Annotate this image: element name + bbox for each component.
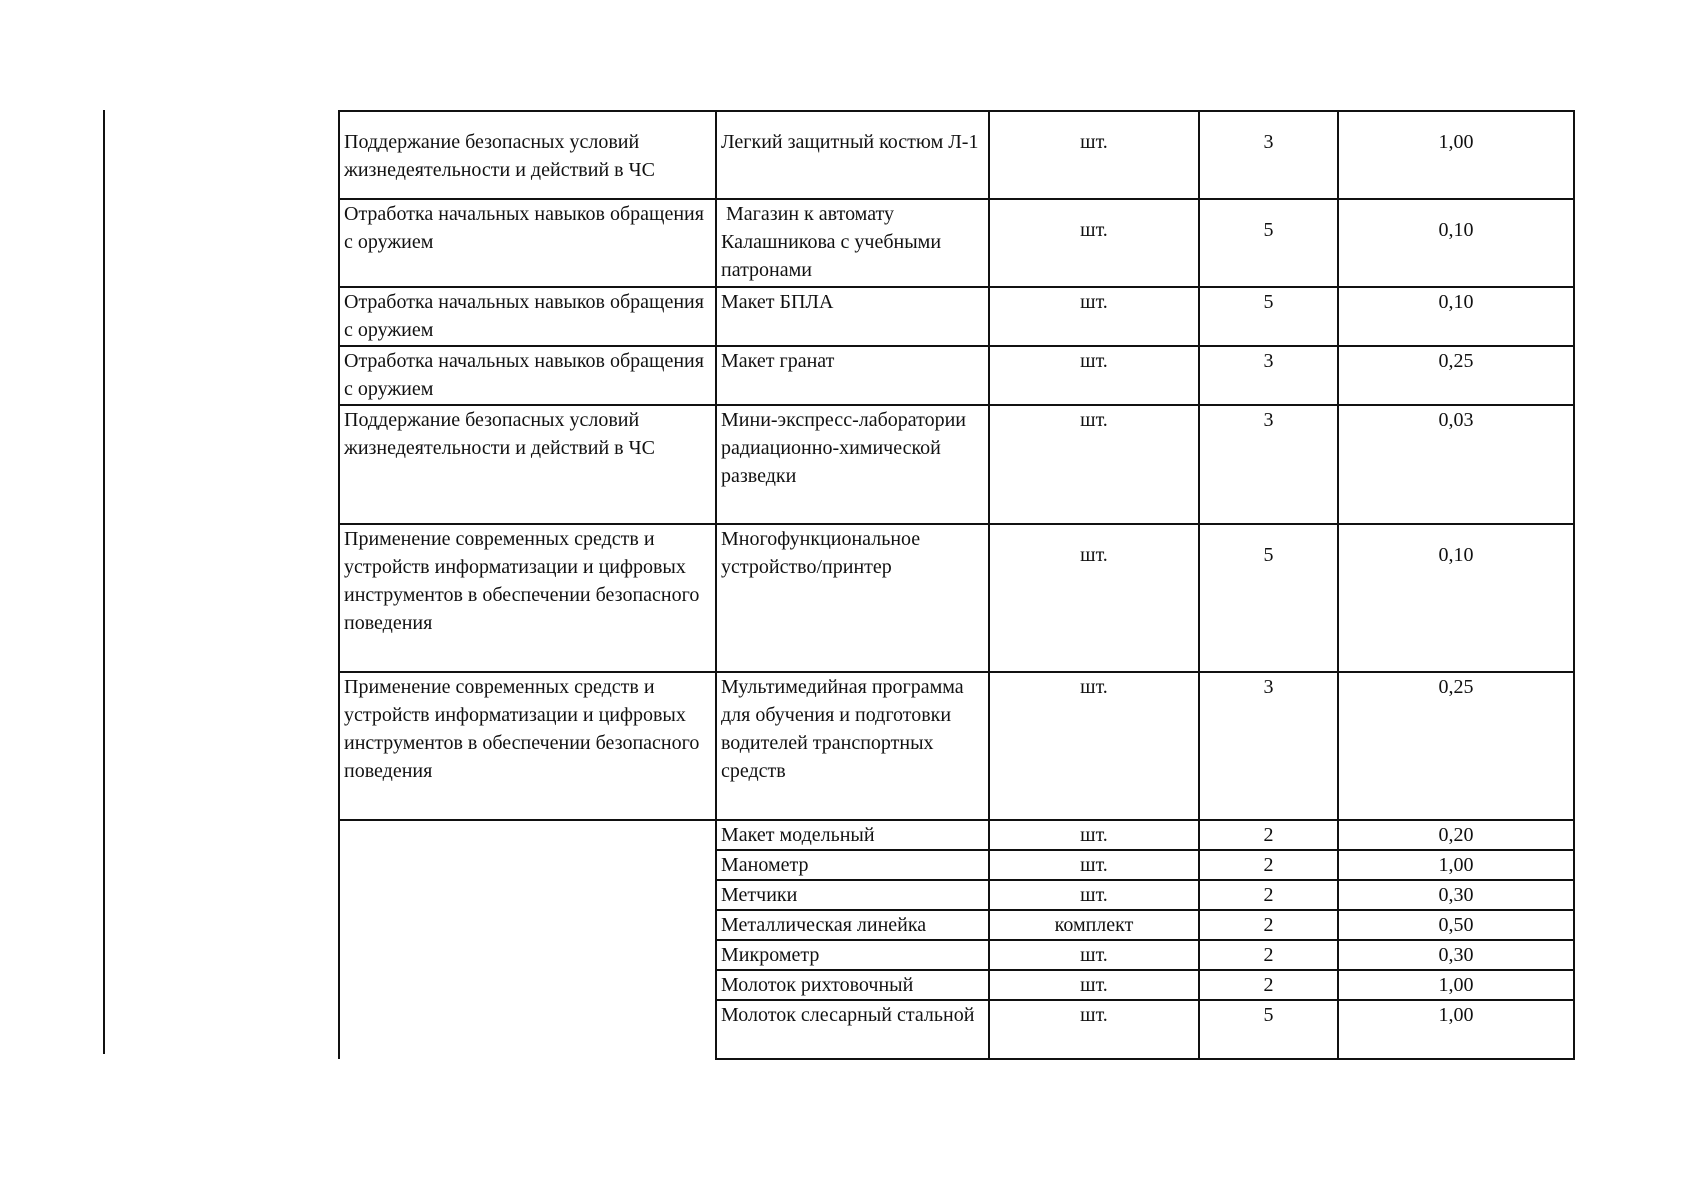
service-term-cell: 0,03 [1338,405,1574,524]
unit-cell: шт. [989,880,1199,910]
table-row [339,287,1574,346]
item-name-cell: Магазин к автомату Калашникова с учебными патронами [716,199,989,287]
quantity-cell: 5 [1199,287,1338,346]
item-name-cell: Манометр [716,850,989,880]
unit-cell: шт. [989,970,1199,1000]
unit-cell: шт. [989,940,1199,970]
service-term-cell: 0,10 [1338,524,1574,672]
unit-cell: шт. [989,346,1199,405]
item-name-cell: Микрометр [716,940,989,970]
table-row [339,405,1574,524]
service-term-cell: 0,10 [1338,199,1574,287]
quantity-cell: 2 [1199,850,1338,880]
purpose-cell: Отработка начальных навыков обращения с оружием [339,199,716,287]
quantity-cell: 3 [1199,672,1338,820]
purpose-cell-blank [339,820,716,1059]
quantity-cell: 3 [1199,405,1338,524]
item-name-cell: Макет гранат [716,346,989,405]
table-row [339,672,1574,820]
item-name-cell: Металлическая линейка [716,910,989,940]
item-name-cell: Легкий защитный костюм Л-1 [716,111,989,199]
purpose-cell: Применение современных средств и устройств информатизации и цифровых инструментов в обеспечении безопасного поведения [339,672,716,820]
service-term-cell: 1,00 [1338,970,1574,1000]
service-term-cell: 0,25 [1338,346,1574,405]
unit-cell: шт. [989,199,1199,287]
service-term-cell: 1,00 [1338,1000,1574,1059]
item-name-cell: Метчики [716,880,989,910]
service-term-cell: 0,10 [1338,287,1574,346]
quantity-cell: 2 [1199,940,1338,970]
quantity-cell: 2 [1199,880,1338,910]
purpose-cell: Отработка начальных навыков обращения с оружием [339,287,716,346]
page-margin-rule [103,110,105,1054]
table-row [339,199,1574,287]
equipment-table [338,110,1575,1060]
unit-cell: шт. [989,820,1199,850]
item-name-cell: Макет модельный [716,820,989,850]
service-term-cell: 1,00 [1338,111,1574,199]
service-term-cell: 0,30 [1338,940,1574,970]
item-name-cell: Молоток рихтовочный [716,970,989,1000]
quantity-cell: 5 [1199,199,1338,287]
unit-cell: комплект [989,910,1199,940]
service-term-cell: 0,30 [1338,880,1574,910]
unit-cell: шт. [989,111,1199,199]
unit-cell: шт. [989,405,1199,524]
table-row [339,111,1574,199]
purpose-cell: Поддержание безопасных условий жизнедеятельности и действий в ЧС [339,405,716,524]
unit-cell: шт. [989,672,1199,820]
service-term-cell: 1,00 [1338,850,1574,880]
quantity-cell: 5 [1199,524,1338,672]
quantity-cell: 2 [1199,970,1338,1000]
item-name-cell: Макет БПЛА [716,287,989,346]
unit-cell: шт. [989,524,1199,672]
quantity-cell: 5 [1199,1000,1338,1059]
item-name-cell: Мини-экспресс-лаборатории радиационно-химической разведки [716,405,989,524]
table-row [339,820,1574,850]
purpose-cell: Применение современных средств и устройств информатизации и цифровых инструментов в обеспечении безопасного поведения [339,524,716,672]
purpose-cell: Отработка начальных навыков обращения с оружием [339,346,716,405]
item-name-cell: Многофункциональное устройство/принтер [716,524,989,672]
purpose-cell: Поддержание безопасных условий жизнедеятельности и действий в ЧС [339,111,716,199]
item-name-cell: Мультимедийная программа для обучения и подготовки водителей транспортных средств [716,672,989,820]
quantity-cell: 2 [1199,820,1338,850]
service-term-cell: 0,25 [1338,672,1574,820]
table-row [339,346,1574,405]
unit-cell: шт. [989,287,1199,346]
unit-cell: шт. [989,850,1199,880]
quantity-cell: 3 [1199,111,1338,199]
quantity-cell: 3 [1199,346,1338,405]
table-row [339,524,1574,672]
item-name-cell: Молоток слесарный стальной [716,1000,989,1059]
unit-cell: шт. [989,1000,1199,1059]
service-term-cell: 0,20 [1338,820,1574,850]
quantity-cell: 2 [1199,910,1338,940]
service-term-cell: 0,50 [1338,910,1574,940]
